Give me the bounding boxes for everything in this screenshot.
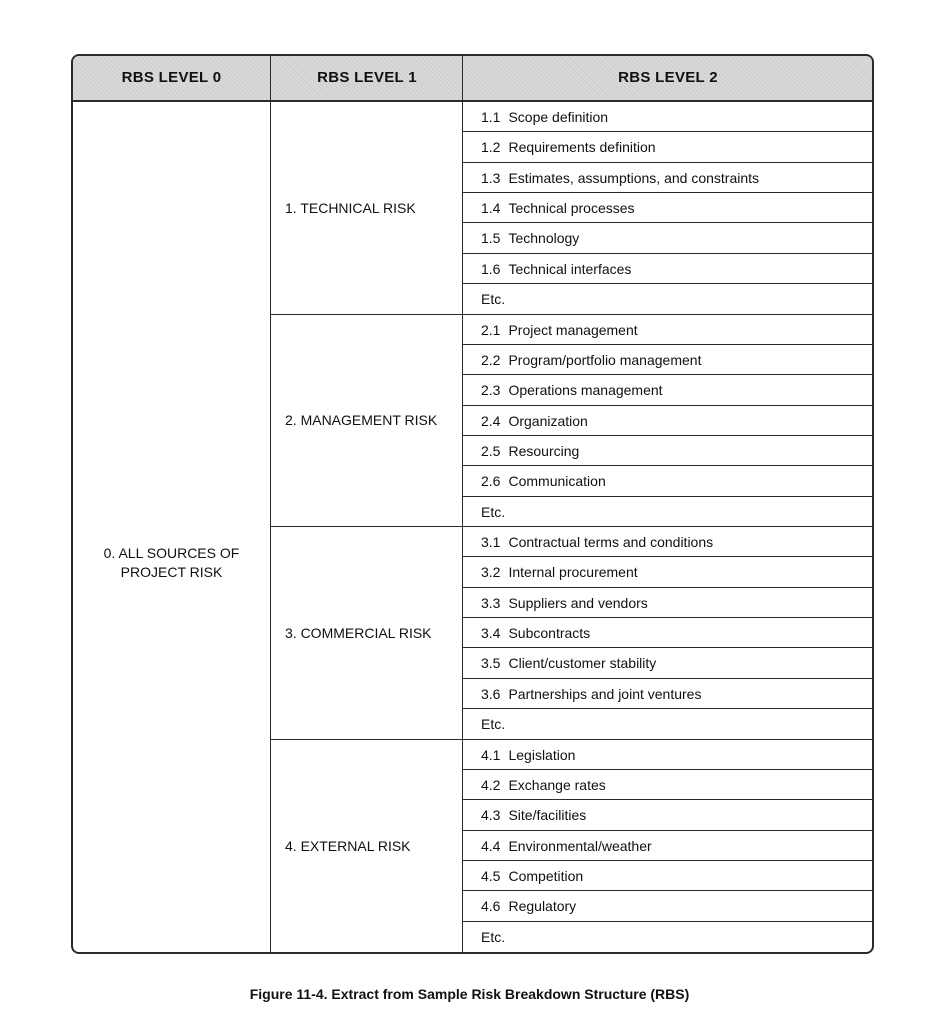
level2-number: 1.3 [481,169,501,186]
level2-row [463,922,872,952]
level2-text: Technical processes [508,200,635,217]
level2-row [463,284,872,314]
level2-row [463,618,872,648]
level2-text: Organization [508,412,588,429]
level2-text: Scope definition [508,109,609,125]
level2-row [463,315,872,345]
level1-group [271,527,462,740]
level2-number: 2.3 [481,382,501,399]
level2-number: 1.4 [481,200,501,217]
level2-text: Technical interfaces [508,260,632,277]
level0-column [73,102,270,952]
level0-line2: PROJECT RISK [120,564,223,580]
level2-row [463,527,872,557]
level2-number: 1.5 [481,230,501,247]
level2-text: Internal procurement [508,564,638,581]
level2-text: Operations management [508,382,663,399]
level2-text: Resourcing [508,442,580,459]
level2-row [463,861,872,891]
level2-number: 4.3 [481,807,501,824]
level2-row [463,254,872,284]
level2-row [463,406,872,436]
level2-row [463,588,872,618]
level2-row [463,709,872,739]
level2-number: 2.6 [481,473,501,490]
level2-number: 2.4 [481,412,501,429]
level2-text: Etc. [481,503,506,520]
level2-row [463,557,872,587]
level2-number: 1.1 [481,109,501,125]
level2-text: Technology [508,230,580,247]
level2-text: Client/customer stability [508,655,657,672]
level2-text: Contractual terms and conditions [508,534,714,551]
level2-row [463,497,872,527]
level2-text: Program/portfolio management [508,351,702,368]
level2-text: Suppliers and vendors [508,594,648,611]
level0-cell [73,544,270,582]
level2-text: Etc. [481,716,506,733]
level2-number: 2.5 [481,442,501,459]
figure-caption: Figure 11-4. Extract from Sample Risk Breakdown Structure (RBS) [249,986,690,1002]
level2-row [463,679,872,709]
table-header [73,56,872,102]
level2-number: 4.4 [481,837,501,854]
rbs-table [71,54,874,954]
level2-text: Legislation [508,746,576,763]
level1-column [270,102,462,952]
level2-number: 3.1 [481,534,501,551]
level2-row [463,891,872,921]
level2-row [463,740,872,770]
header-level2: RBS LEVEL 2 [462,56,873,100]
level2-text: Site/facilities [508,807,587,824]
level2-number: 3.4 [481,625,501,642]
level2-text: Competition [508,867,584,884]
level2-number: 4.6 [481,898,501,915]
level2-row [463,800,872,830]
level2-text: Subcontracts [508,625,591,642]
level2-text: Etc. [481,928,506,945]
level2-number: 4.5 [481,867,501,884]
level2-number: 4.1 [481,746,501,763]
level2-number: 3.5 [481,655,501,672]
level1-group [271,102,462,315]
level2-row [463,375,872,405]
level2-column [462,102,872,952]
level0-line1: 0. ALL SOURCES OF [103,545,240,561]
level2-row [463,223,872,253]
level1-label: 4. EXTERNAL RISK [285,837,411,854]
level2-number: 4.2 [481,776,501,793]
level2-text: Estimates, assumptions, and constraints [508,169,760,186]
level2-number: 2.1 [481,321,501,338]
level2-text: Project management [508,321,638,338]
level1-label: 2. MANAGEMENT RISK [285,412,438,429]
level2-number: 3.3 [481,594,501,611]
level2-number: 1.6 [481,260,501,277]
level2-row [463,193,872,223]
level2-number: 3.2 [481,564,501,581]
level2-row [463,345,872,375]
level1-label: 1. TECHNICAL RISK [285,199,416,216]
level2-text: Environmental/weather [508,837,652,854]
header-level0: RBS LEVEL 0 [121,69,222,86]
level2-number: 2.2 [481,351,501,368]
level2-row [463,102,872,132]
level2-text: Requirements definition [508,139,656,156]
level2-row [463,648,872,678]
level2-row [463,132,872,162]
level2-number: 1.2 [481,139,501,156]
level2-row [463,770,872,800]
level2-row [463,466,872,496]
level2-number: 3.6 [481,685,501,702]
level2-row [463,436,872,466]
level1-group [271,315,462,528]
level2-row [463,831,872,861]
level2-text: Exchange rates [508,776,606,793]
level2-row [463,163,872,193]
level1-group [271,740,462,953]
level2-text: Etc. [481,291,506,308]
level2-text: Partnerships and joint ventures [508,685,702,702]
level1-label: 3. COMMERCIAL RISK [285,624,432,641]
level2-text: Communication [508,473,606,490]
header-level1: RBS LEVEL 1 [270,56,463,100]
level2-text: Regulatory [508,898,577,915]
